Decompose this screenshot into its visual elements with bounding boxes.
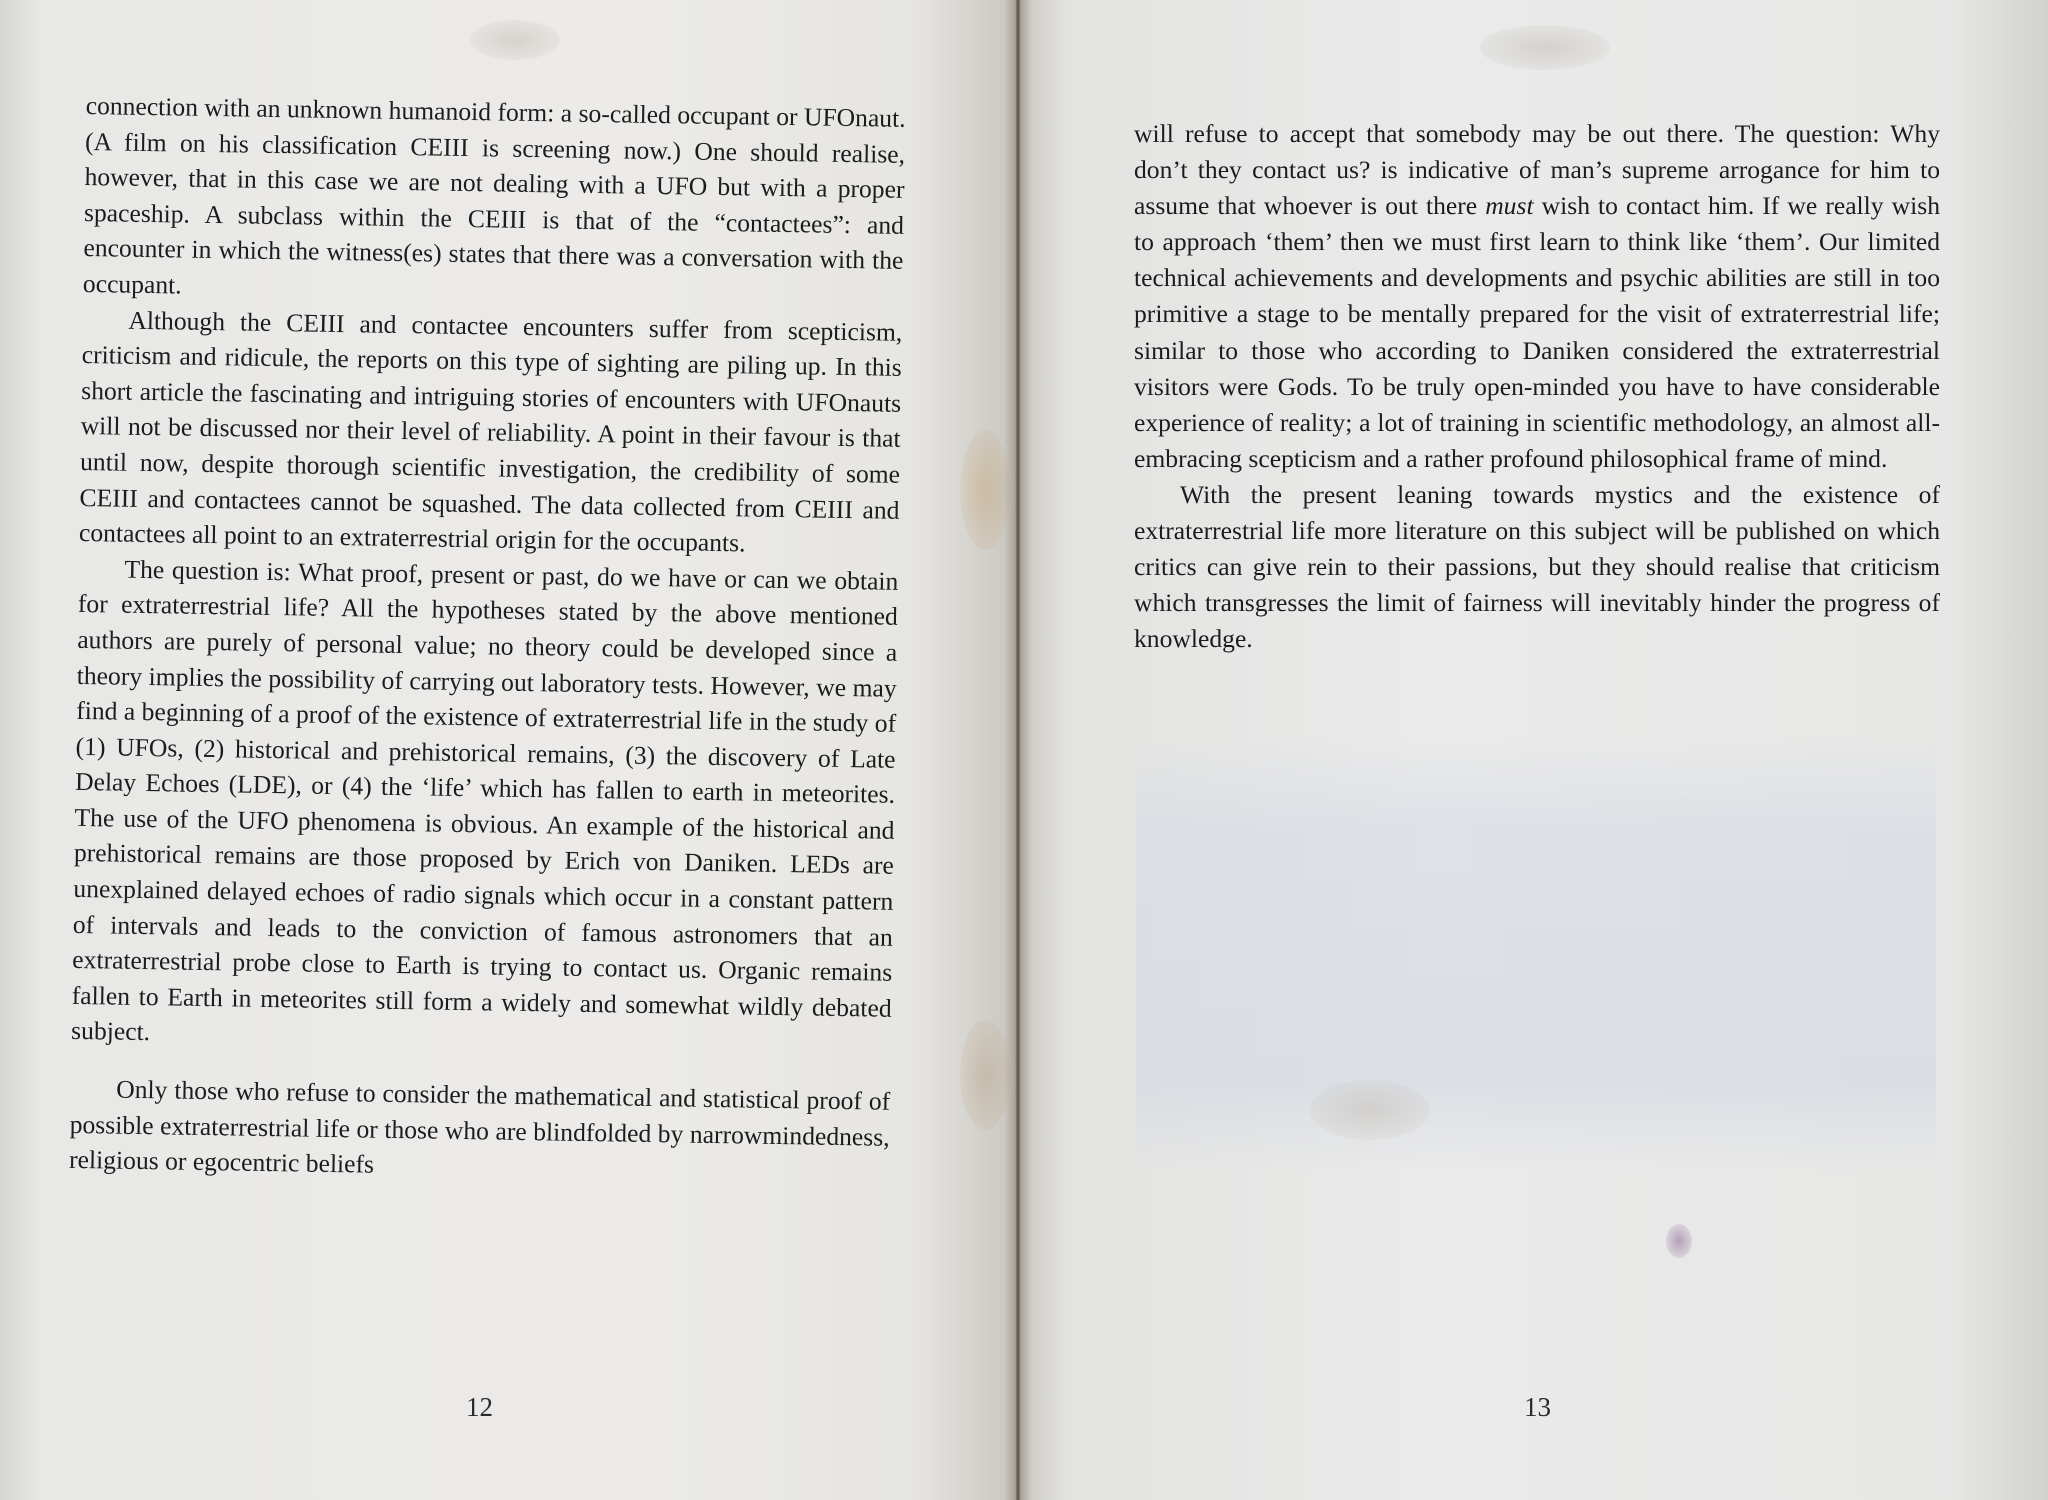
page-number: 13	[1524, 1392, 1551, 1422]
text-run: wish to contact him. If we really wish to approach ‘them’ then we must first learn to think like ‘them’. Our limited technical achievements and developments and psychic abilities are still in too primitive a stage to be mentally prepared for the visit of extraterrestrial life; similar to those who according to Daniken considered the extraterrestrial visitors were Gods. To be truly open-minded you have to have considerable experience of reality; a lot of training in scientific methodology, an almost all-embracing scepticism and a rather profound philosophical frame of mind.	[1134, 191, 1941, 473]
left-page-text	[69, 88, 906, 1191]
text-run: will refuse to accept that somebody may be out there. The question: Why don’t they contact us? is indicative of man’s supreme arrogance for him to assume that whoever is out there	[1134, 119, 1940, 221]
paper-stain	[960, 430, 1010, 550]
ink-smudge	[1666, 1224, 1692, 1258]
paper-stain	[470, 20, 560, 60]
faded-photo-area	[1136, 740, 1936, 1170]
paper-stain	[960, 1020, 1010, 1130]
emphasis-word: must	[1485, 191, 1534, 221]
paragraph	[1134, 116, 1940, 477]
paragraph: The question is: What proof, present or past, do we have or can we obtain for extraterrestrial life? All the hypotheses stated by the above mentioned authors are purely of personal value; no theory could be developed since a theory implies the possibility of carrying out laboratory tests. However, we may find a beginning of a proof of the existence of extraterrestrial life in the study of (1) UFOs, (2) historical and prehistorical remains, (3) the discovery of Late Delay Echoes (LDE), or (4) the ‘life’ which has fallen to earth in meteorites. The use of the UFO phenomena is obvious. An example of the historical and prehistorical remains are those proposed by Erich von Daniken. LEDs are unexplained delayed echoes of radio signals which occur in a constant pattern of intervals and leads to the conviction of famous astronomers that an extraterrestrial probe close to Earth is trying to contact us. Organic remains fallen to Earth in meteorites still form a widely and somewhat wildly debated subject.	[70, 554, 899, 1047]
paragraph: connection with an unknown humanoid form: a so-called occupant or UFOnaut. (A film on his classification CEIII is screening now.) One should realise, however, that in this case we are not dealing with a UFO but with a proper spaceship. A subclass within the CEIII is that of the “contactees”: and encounter in which the witness(es) states that there was a conversation with the occupant.	[82, 90, 906, 300]
paragraph: Only those who refuse to consider the mathematical and statistical proof of possible extraterrestrial life or those who are blindfolded by narrowmindedness, religious or egocentric beliefs	[68, 1074, 891, 1179]
paragraph: With the present leaning towards mystics and the existence of extraterrestrial life more literature on this subject will be published on which critics can give rein to their passions, but they should realise that criticism which transgresses the limit of fairness will inevitably hinder the progress of knowledge.	[1134, 479, 1940, 654]
page-number: 12	[466, 1392, 493, 1422]
paper-stain	[1310, 1080, 1430, 1140]
book-gutter	[1004, 0, 1032, 1500]
paragraph: Although the CEIII and contactee encounters suffer from scepticism, criticism and ridicule, the reports on this type of sighting are piling up. In this short article the fascinating and intriguing stories of encounters with UFOnauts will not be discussed nor their level of reliability. A point in their favour is that until now, despite thorough scientific investigation, the credibility of some CEIII and contactees cannot be squashed. The data collected from CEIII and contactees all point to an extraterrestrial origin for the occupants.	[78, 305, 903, 558]
left-page	[0, 0, 1016, 1500]
paper-stain	[1480, 25, 1610, 70]
right-page-text	[1134, 116, 1940, 657]
